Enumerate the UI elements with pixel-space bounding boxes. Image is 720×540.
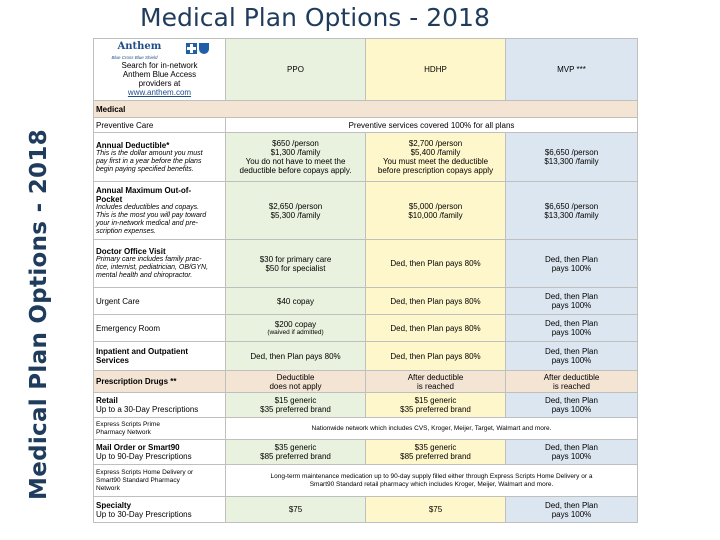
row-label: Express Scripts Prime: [96, 420, 160, 428]
row-label: Inpatient and Outpatient: [96, 347, 188, 356]
row-label: Specialty: [96, 500, 132, 510]
plan-header-hdhp: HDHP: [366, 39, 506, 101]
row-label: Prescription Drugs **: [96, 377, 177, 386]
row-retail: Retail Up to a 30-Day Prescriptions $15 generic $35 preferred brand $15 generic $35 preferred brand Ded, then Plan pays 100%: [94, 393, 638, 418]
search-line: Anthem Blue Access: [122, 70, 197, 79]
row-label: Express Scripts Home Delivery or: [96, 468, 194, 476]
plan-header-mvp: MVP ***: [506, 39, 638, 101]
mvp-value: Ded, then Plan pays 100%: [506, 240, 638, 288]
home-delivery-value: Long-term maintenance medication up to 90-day supply filled either through Express Scripts Home Delivery or a Smart90 Standard retail pharmacy which includes Kroger, Meijer, Walmart and more.: [226, 465, 638, 497]
row-label: Urgent Care: [96, 296, 140, 306]
row-out-of-pocket: Annual Maximum Out-of- Pocket Includes deductibles and copays. This is the most you will pay toward your in-network medical and pre- scription expenses. $2,650 /person $5,300 /family $5,000 /person $10,000 /family $6,650 /person $13,300 /family: [94, 182, 638, 240]
mvp-value: Ded, then Plan pays 100%: [506, 497, 638, 523]
ppo-value: $40 copay: [226, 288, 366, 315]
row-preventive-care: [94, 118, 638, 133]
mvp-value: Ded, then Plan pays 100%: [506, 288, 638, 315]
hdhp-value: $35 generic $85 preferred brand: [366, 440, 506, 465]
section-row-medical: [94, 101, 638, 118]
ppo-value: $75: [226, 497, 366, 523]
row-mail-order: Mail Order or Smart90 Up to 90-Day Prescriptions $35 generic $85 preferred brand $35 generic $85 preferred brand Ded, then Plan pays 100%: [94, 440, 638, 465]
hdhp-value: Ded, then Plan pays 80%: [366, 288, 506, 315]
provider-search-cell: [94, 39, 226, 101]
row-label: Annual Maximum Out-of-: [96, 185, 192, 195]
row-label: Retail: [96, 396, 118, 405]
row-emergency-room: [94, 315, 638, 342]
page-title: Medical Plan Options - 2018: [140, 3, 490, 32]
ppo-value: $30 for primary care $50 for specialist: [226, 240, 366, 288]
plan-comparison-table: [93, 38, 638, 523]
row-label: Annual Deductible*: [96, 140, 170, 150]
mvp-value: Ded, then Plan pays 100%: [506, 393, 638, 418]
ppo-value: Ded, then Plan pays 80%: [226, 342, 366, 371]
blue-shield-icon: [199, 43, 209, 54]
row-inpatient-outpatient: Inpatient and Outpatient Services Ded, then Plan pays 80% Ded, then Plan pays 80% Ded, then Plan pays 100%: [94, 342, 638, 371]
row-doctor-office-visit: Doctor Office Visit Primary care includes family prac- tice, internist, pediatrician, OB/GYN, mental health and chiropractor. $30 for primary care $50 for specialist Ded, then Plan pays 80% Ded, then Plan pays 100%: [94, 240, 638, 288]
row-label: Emergency Room: [96, 323, 161, 333]
hdhp-value: Ded, then Plan pays 80%: [366, 240, 506, 288]
row-home-delivery: Express Scripts Home Delivery or Smart90 Standard Pharmacy Network Long-term maintenance medication up to 90-day supply filled either through Express Scripts Home Delivery or a Smart90 Standard retail pharmacy which includes Kroger, Meijer, Walmart and more.: [94, 465, 638, 497]
blue-cross-icon: [186, 43, 197, 54]
mvp-value: $6,650 /person $13,300 /family: [506, 182, 638, 240]
hdhp-value: $75: [366, 497, 506, 523]
plan-header-ppo: PPO: [226, 39, 366, 101]
ppo-value: $650 /person $1,300 /family You do not have to meet the deductible before copays apply.: [226, 133, 366, 182]
row-label: Preventive Care: [96, 120, 154, 130]
mvp-value: $6,650 /person $13,300 /family: [506, 133, 638, 182]
hdhp-value: Ded, then Plan pays 80%: [366, 315, 506, 342]
side-title: Medical Plan Options - 2018: [26, 129, 52, 500]
hdhp-value: $2,700 /person $5,400 /family You must meet the deductible before prescription copays apply: [366, 133, 506, 182]
mvp-value: After deductible is reached: [506, 371, 638, 393]
mvp-value: Ded, then Plan pays 100%: [506, 342, 638, 371]
mvp-value: Ded, then Plan pays 100%: [506, 440, 638, 465]
hdhp-value: $5,000 /person $10,000 /family: [366, 182, 506, 240]
row-specialty: Specialty Up to 30-Day Prescriptions $75 $75 Ded, then Plan pays 100%: [94, 497, 638, 523]
hdhp-value: $15 generic $35 preferred brand: [366, 393, 506, 418]
ppo-value: Deductible does not apply: [226, 371, 366, 393]
ppo-value: $200 copay (waived if admitted): [226, 315, 366, 342]
ppo-value: $15 generic $35 preferred brand: [226, 393, 366, 418]
row-label: Mail Order or Smart90: [96, 443, 180, 452]
preventive-value: Preventive services covered 100% for all plans: [226, 118, 638, 133]
section-label: Medical: [94, 101, 638, 118]
hdhp-value: Ded, then Plan pays 80%: [366, 342, 506, 371]
anthem-link[interactable]: www.anthem.com: [127, 88, 192, 97]
row-annual-deductible: Annual Deductible* This is the dollar amount you must pay first in a year before the plans begin paying specified benefits. $650 /person $1,300 /family You do not have to meet the deductible before copays apply. $2,700 /person $5,400 /family You must meet the deductible before prescription copays apply $6,650 /person $13,300 /family: [94, 133, 638, 182]
ppo-value: $2,650 /person $5,300 /family: [226, 182, 366, 240]
ppo-value: $35 generic $85 preferred brand: [226, 440, 366, 465]
search-line: providers at: [138, 79, 181, 88]
express-value: Nationwide network which includes CVS, Kroger, Meijer, Target, Walmart and more.: [226, 418, 638, 440]
row-express-scripts-prime: Express Scripts Prime Pharmacy Network Nationwide network which includes CVS, Kroger, Meijer, Target, Walmart and more.: [94, 418, 638, 440]
section-row-prescription-drugs: [94, 371, 638, 393]
anthem-logo: Anthem Blue Cross Blue Shield: [110, 42, 210, 59]
hdhp-value: After deductible is reached: [366, 371, 506, 393]
mvp-value: Ded, then Plan pays 100%: [506, 315, 638, 342]
search-line: Search for in-network: [121, 61, 198, 70]
row-urgent-care: [94, 288, 638, 315]
row-label: Doctor Office Visit: [96, 247, 166, 256]
header-row: [94, 39, 638, 101]
